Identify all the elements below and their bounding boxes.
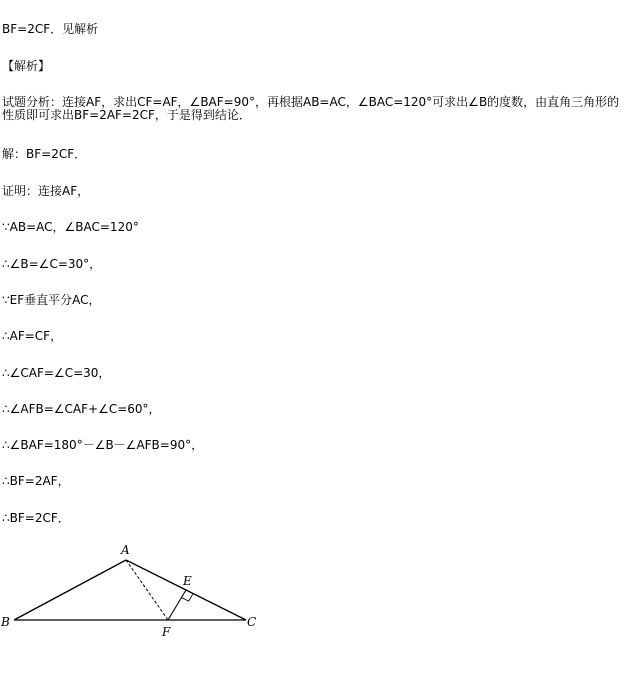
label-a: A bbox=[121, 543, 130, 557]
proof-step-9: ∴BF=2AF， bbox=[2, 474, 70, 488]
triangle-figure bbox=[0, 540, 300, 650]
proof-step-7: ∴∠AFB=∠CAF+∠C=60°， bbox=[2, 402, 161, 416]
answer-line: BF=2CF．见解析 bbox=[2, 22, 99, 36]
segment-af-dashed bbox=[126, 560, 168, 620]
proof-step-6: ∴∠CAF=∠C=30， bbox=[2, 366, 111, 380]
segment-ab bbox=[14, 560, 126, 620]
proof-step-1: 证明：连接AF， bbox=[2, 184, 90, 198]
proof-step-4: ∵EF垂直平分AC， bbox=[2, 293, 101, 307]
label-c: C bbox=[247, 615, 257, 629]
label-e: E bbox=[183, 574, 192, 588]
label-f: F bbox=[162, 625, 171, 639]
proof-step-5: ∴AF=CF， bbox=[2, 329, 63, 343]
proof-step-3: ∴∠B=∠C=30°， bbox=[2, 257, 102, 271]
label-b: B bbox=[1, 615, 10, 629]
segment-ef bbox=[168, 590, 186, 620]
proof-step-10: ∴BF=2CF． bbox=[2, 511, 70, 525]
solution-line: 解：BF=2CF． bbox=[2, 147, 87, 161]
proof-step-8: ∴∠BAF=180°－∠B－∠AFB=90°， bbox=[2, 438, 204, 452]
analysis-text: 试题分析：连接AF，求出CF=AF，∠BAF=90°，再根据AB=AC，∠BAC=120°可求出∠B的度数，由直角三角形的性质即可求出BF=2AF=2CF，于是得到结论． bbox=[2, 95, 620, 122]
analysis-heading: 【解析】 bbox=[2, 59, 51, 73]
proof-step-2: ∵AB=AC，∠BAC=120° bbox=[2, 220, 139, 234]
